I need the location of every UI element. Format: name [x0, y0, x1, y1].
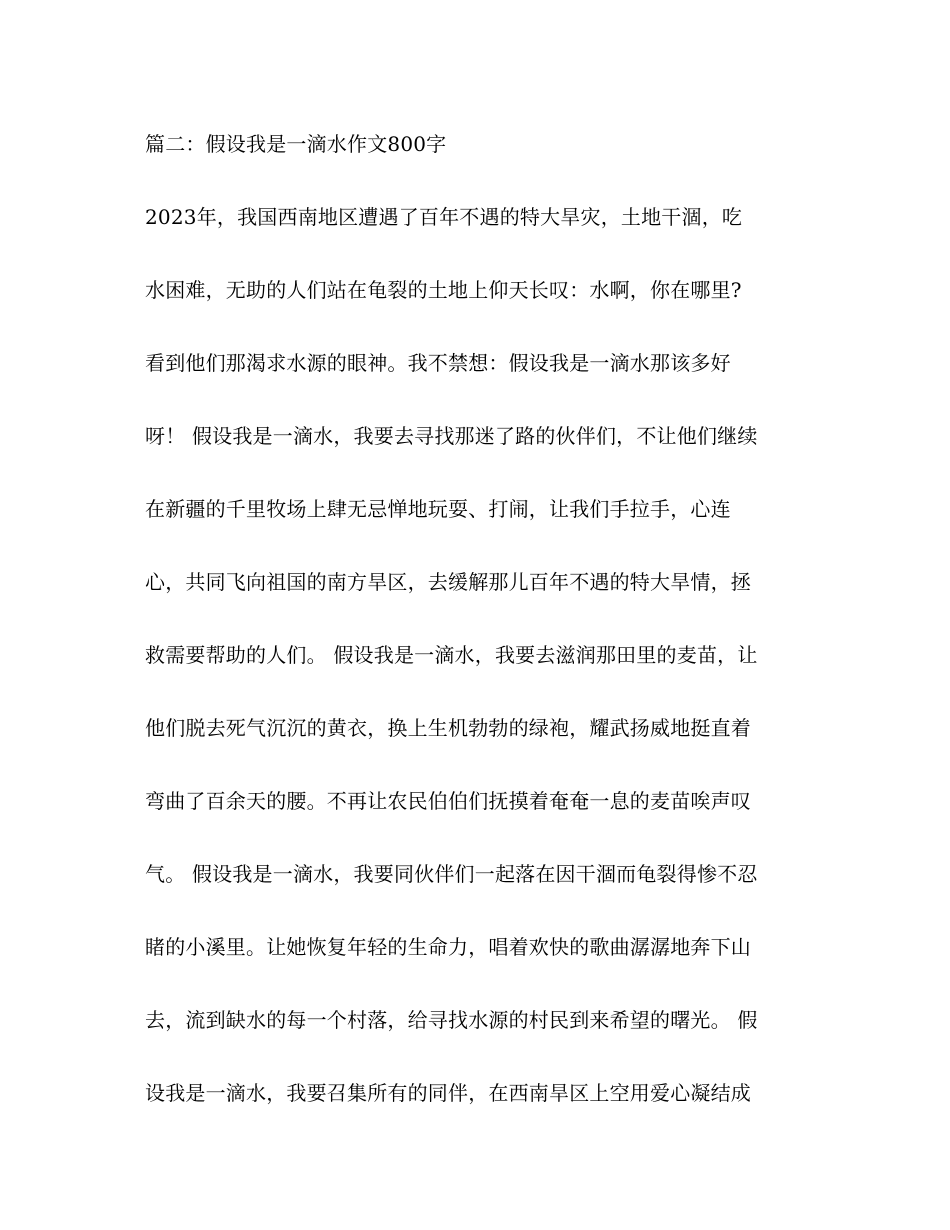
body-line-1: 2023年，我国西南地区遭遇了百年不遇的特大旱灾，土地干涸，吃: [145, 205, 743, 229]
body-line-10: 气。 假设我是一滴水，我要同伙伴们一起落在因干涸而龟裂得惨不忍: [145, 862, 758, 886]
body-line-3: 看到他们那渴求水源的眼神。我不禁想：假设我是一滴水那该多好: [145, 351, 731, 375]
body-line-11: 睹的小溪里。让她恢复年轻的生命力，唱着欢快的歌曲潺潺地奔下山: [145, 935, 751, 959]
body-line-4: 呀！ 假设我是一滴水，我要去寻找那迷了路的伙伴们，不让他们继续: [145, 424, 758, 448]
body-line-6: 心，共同飞向祖国的南方旱区，去缓解那儿百年不遇的特大旱情，拯: [145, 570, 751, 594]
body-line-7: 救需要帮助的人们。 假设我是一滴水，我要去滋润那田里的麦苗，让: [145, 643, 758, 667]
document-title: 篇二：假设我是一滴水作文800字: [145, 132, 447, 156]
body-line-9: 弯曲了百余天的腰。不再让农民伯伯们抚摸着奄奄一息的麦苗唉声叹: [145, 789, 751, 813]
body-line-13: 设我是一滴水，我要召集所有的同伴，在西南旱区上空用爱心凝结成: [145, 1081, 751, 1105]
body-line-12: 去，流到缺水的每一个村落，给寻找水源的村民到来希望的曙光。 假: [145, 1008, 758, 1032]
body-line-8: 他们脱去死气沉沉的黄衣，换上生机勃勃的绿袍，耀武扬威地挺直着: [145, 716, 751, 740]
body-line-2: 水困难，无助的人们站在龟裂的土地上仰天长叹：水啊，你在哪里?: [145, 278, 742, 302]
body-line-5: 在新疆的千里牧场上肆无忌惮地玩耍、打闹，让我们手拉手，心连: [145, 497, 731, 521]
